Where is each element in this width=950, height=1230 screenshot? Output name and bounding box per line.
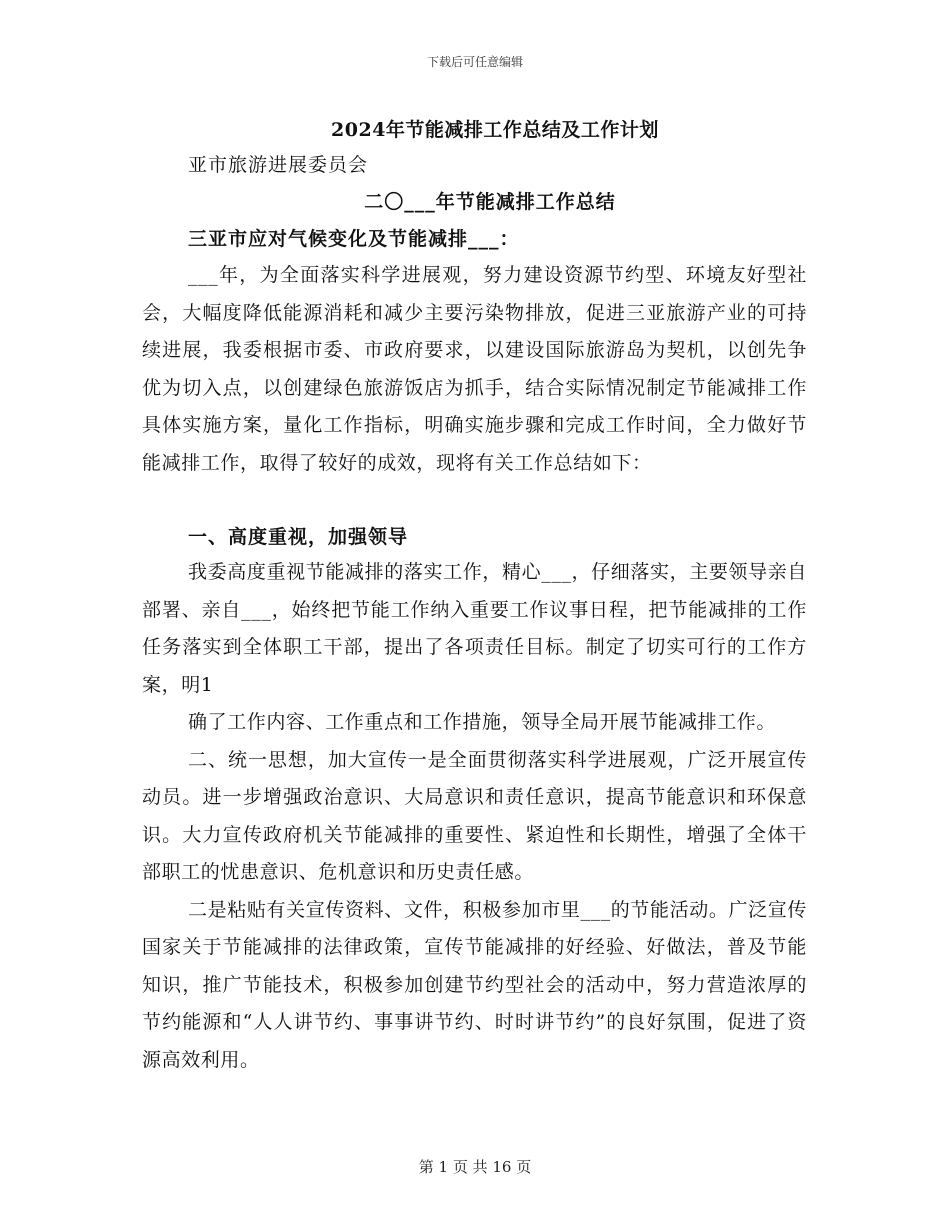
document-subtitle: 二〇___年节能减排工作总结 [364, 191, 616, 213]
paragraph-leadership-cont: 确了工作内容、工作重点和工作措施，领导全局开展节能减排工作。 [188, 711, 777, 733]
page-number: 第 1 页 共 16 页 [418, 1158, 532, 1176]
page-header-note: 下载后可任意编辑 [426, 55, 523, 69]
paragraph-intro: ___年，为全面落实科学进展观，努力建设资源节约型、环境友好型社会，大幅度降低能源消耗和减少主要污染物排放，促进三亚旅游产业的可持续进展，我委根据市委、市政府要求，以建设国际旅游岛为契机，以创先争优为切入点，以创建绿色旅游饭店为抓手，结合实际情况制定节能减排工作具体实施方案，量化工作指标，明确实施步骤和完成工作时间，全力做好节能减排工作，取得了较好的成效，现将有关工作总结如下： [142, 264, 807, 474]
paragraph-publicity-2: 二是粘贴有关宣传资料、文件，积极参加市里___的节能活动。广泛宣传国家关于节能减排的法律政策，宣传节能减排的好经验、好做法，普及节能知识，推广节能技术，积极参加创建节约型社会的活动中，努力营造浓厚的节约能源和“人人讲节约、事事讲节约、时时讲节约”的良好氛围，促进了资源高效利用。 [142, 898, 807, 1071]
paragraph-publicity-1: 二、统一思想，加大宣传一是全面贯彻落实科学进展观，广泛开展宣传动员。进一步增强政治意识、大局意识和责任意识，提高节能意识和环保意识。大力宣传政府机关节能减排的重要性、紧迫性和长期性，增强了全体干部职工的忧患意识、危机意识和历史责任感。 [142, 748, 807, 883]
section-heading-1: 一、高度重视，加强领导 [188, 526, 409, 548]
intro-paragraph-block [142, 257, 807, 482]
document-title: 2024年节能减排工作总结及工作计划 [331, 119, 659, 141]
addressee-line: 三亚市应对气候变化及节能减排___： [188, 228, 520, 250]
body-paragraph-block [142, 554, 807, 1079]
organization-name: 亚市旅游进展委员会 [188, 154, 369, 176]
paragraph-leadership: 我委高度重视节能减排的落实工作，精心___，仔细落实，主要领导亲自部署、亲自___，始终把节能工作纳入重要工作议事日程，把节能减排的工作任务落实到全体职工干部，提出了各项责任目标。制定了切实可行的工作方案，明1 [142, 561, 807, 696]
